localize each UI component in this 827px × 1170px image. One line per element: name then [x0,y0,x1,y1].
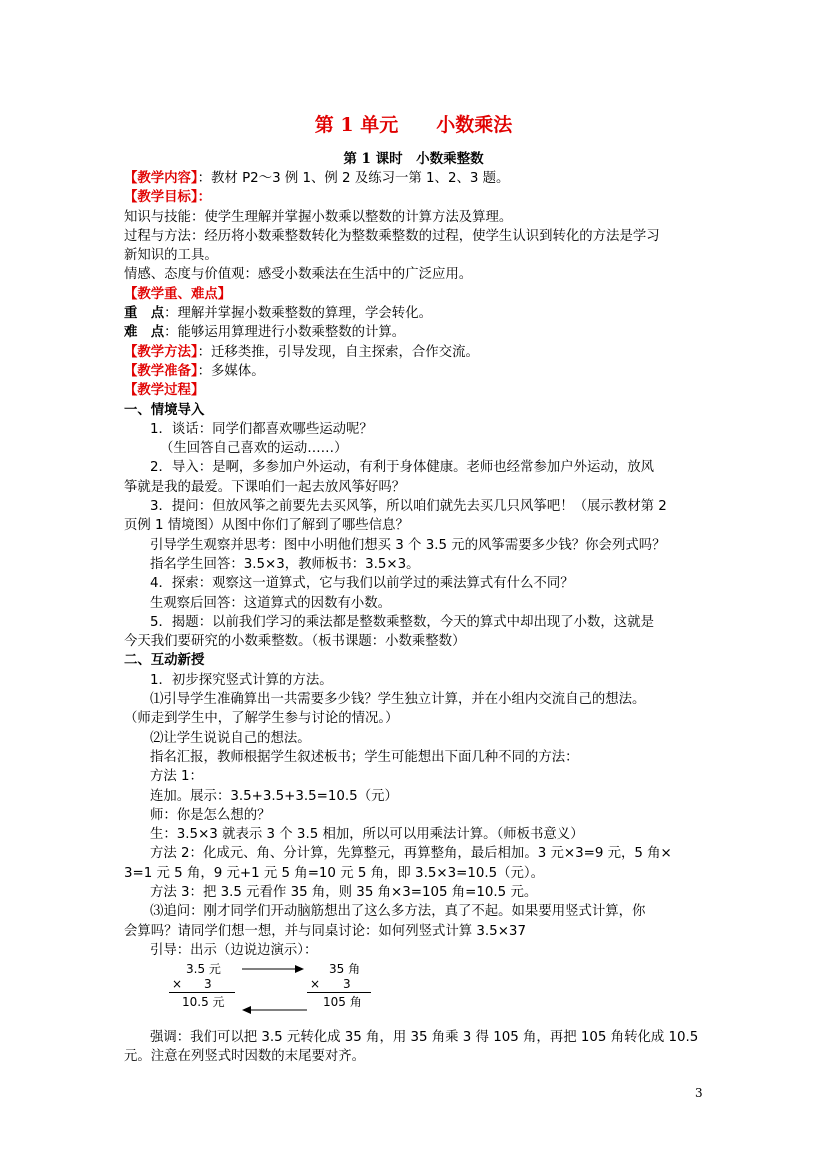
paragraph-line: 3．提问：但放风筝之前要先去买风筝，所以咱们就先去买几只风筝吧！（展示教材第 2 [150,499,667,515]
paragraph-line: 元。注意在列竖式时因数的末尾要对齐。 [124,1049,366,1065]
paragraph-line: 强调：我们可以把 3.5 元转化成 35 角，用 35 角乘 3 得 105 角，再把 105 角转化成 10.5 [150,1030,699,1046]
paragraph-line: 1．初步探究竖式计算的方法。 [150,672,333,688]
section-heading: 一、情境导入 [124,402,205,418]
backward-arrow-head [242,1006,251,1014]
right-result: 105 角 [323,995,362,1010]
paragraph-line: 2．导入：是啊，多参加户外运动，有利于身体健康。老师也经常参加户外运动，放风 [150,460,654,476]
difficult-point-line [124,323,704,342]
page-number: 3 [695,1086,703,1100]
text: ： [197,190,212,206]
paragraph-line: 方法 2：化成元、角、分计算，先算整元，再算整角，最后相加。3 元×3=9 元，5 角× [150,846,672,862]
paragraph-line: （生回答自己喜欢的运动……） [160,441,348,457]
teaching-method-line [124,343,704,362]
paragraph-line: ⑶追问：刚才同学们开动脑筋想出了这么多方法，真了不起。如果要用竖式计算，你 [150,904,646,920]
forward-arrow-head [295,965,304,973]
right-top-number: 35 角 [329,962,361,977]
paragraph-line: 连加。展示：3.5+3.5+3.5=10.5（元） [150,788,398,804]
teaching-goal-line [124,188,704,207]
paragraph-line: 方法 1： [150,769,203,785]
paragraph-line: 指名汇报，教师根据学生叙述板书；学生可能想出下面几种不同的方法： [150,749,579,765]
heading-teaching-goal: 【教学目标】 [124,190,198,206]
unit-title: 第 1 单元 小数乘法 [314,114,513,136]
text: ：能够运用算理进行小数乘整数的计算。 [164,325,406,341]
text: ：教材 P2～3 例 1、例 2 及练习一第 1、2、3 题。 [197,171,510,186]
paragraph-line: 1．谈话：同学们都喜欢哪些运动呢？ [150,421,373,437]
heading-teaching-method: 【教学方法】 [124,344,198,360]
document-body [124,169,704,1067]
left-multiplier: 3 [204,977,212,992]
paragraph-line: 指名学生回答：3.5×3，教师板书：3.5×3。 [150,556,420,572]
section-heading: 二、互动新授 [124,653,205,669]
text: ：迁移类推，引导发现，自主探索，合作交流。 [197,344,479,360]
heading-teaching-content: 【教学内容】 [124,171,198,186]
paragraph-line: 引导学生观察并思考：图中小明他们想买 3 个 3.5 元的风筝需要多少钱？你会列式吗？ [150,537,666,553]
text: ：多媒体。 [197,363,265,379]
teaching-content-line [124,169,704,188]
paragraph-line: 3=1 元 5 角，9 元+1 元 5 角=10 元 5 角，即 3.5×3=10.5（元）。 [124,865,544,881]
paragraph-line: （师走到学生中，了解学生参与讨论的情况。） [124,711,399,727]
left-result: 10.5 元 [182,995,225,1010]
paragraph-line: 页例 1 情境图）从图中你们了解到了哪些信息？ [124,518,409,534]
paragraph-line: 师：你是怎么想的？ [150,807,271,823]
paragraph-line: 知识与技能：使学生理解并掌握小数乘以整数的计算方法及算理。 [124,209,513,225]
paragraph-line: ⑴引导学生准确算出一共需要多少钱？学生独立计算，并在小组内交流自己的想法。 [150,692,646,708]
heading-teaching-prep: 【教学准备】 [124,363,198,379]
paragraph-line: 生：3.5×3 就表示 3 个 3.5 相加，所以可以用乘法计算。（师板书意义） [150,827,584,843]
label: 重 点 [124,306,165,322]
times-sign: × [172,977,183,992]
paragraph-line: 生观察后回答：这道算式的因数有小数。 [150,595,392,611]
paragraph-line: 5．揭题：以前我们学习的乘法都是整数乘整数，今天的算式中却出现了小数，这就是 [150,614,654,630]
teaching-prep-line [124,362,704,381]
paragraph-line: 过程与方法：经历将小数乘整数转化为整数乘整数的过程，使学生认识到转化的方法是学习 [124,228,660,244]
key-point-line [124,304,704,323]
heading-key-points: 【教学重、难点】 [124,286,232,302]
paragraph-line: 今天我们要研究的小数乘整数。（板书课题：小数乘整数） [124,634,466,650]
paragraph-line: ⑵让学生说说自己的想法。 [150,730,311,746]
left-top-number: 3.5 元 [186,962,221,977]
paragraph-line: 新知识的工具。 [124,248,218,264]
paragraph-line: 方法 3：把 3.5 元看作 35 角，则 35 角×3=105 角=10.5 元。 [150,884,538,900]
vertical-calculation-figure [124,960,704,1028]
label: 难 点 [124,325,165,341]
paragraph-line: 会算吗？请同学们想一想，并与同桌讨论：如何列竖式计算 3.5×37 [124,923,526,939]
paragraph-line: 4．探索：观察这一道算式，它与我们以前学过的乘法算式有什么不同？ [150,576,574,592]
lesson-title: 第 1 课时 小数乘整数 [343,151,484,167]
conversion-arrows [124,960,384,1028]
paragraph-line: 引导：出示（边说边演示）： [150,942,318,958]
heading-teaching-process: 【教学过程】 [124,383,205,399]
times-sign: × [310,977,321,992]
right-multiplier: 3 [343,977,351,992]
text: ：理解并掌握小数乘整数的算理，学会转化。 [164,306,432,322]
paragraph-line: 筝就是我的最爱。下课咱们一起去放风筝好吗？ [124,479,406,495]
paragraph-line: 情感、态度与价值观：感受小数乘法在生活中的广泛应用。 [124,267,473,283]
